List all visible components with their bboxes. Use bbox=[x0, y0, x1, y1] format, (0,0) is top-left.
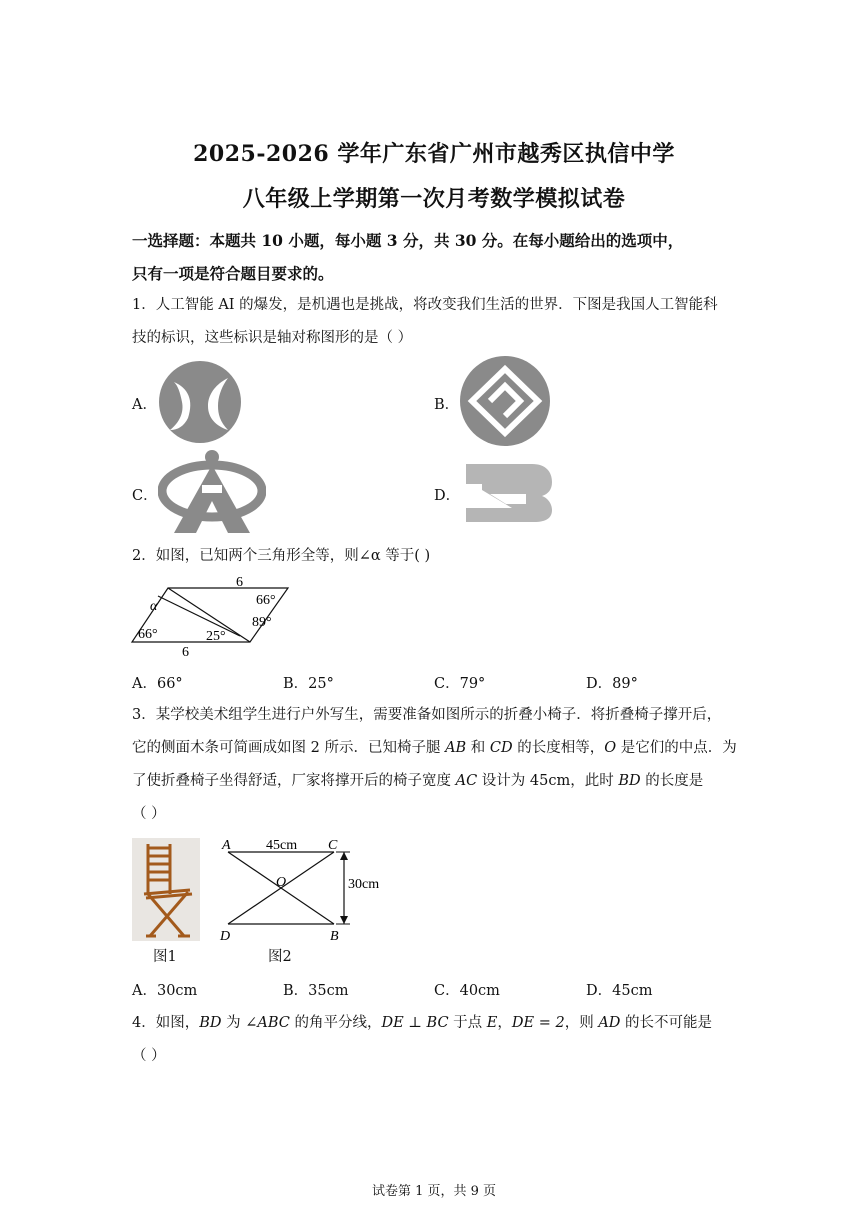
q4-text: 于点 bbox=[448, 1015, 487, 1031]
q3-arrowhead-top bbox=[340, 852, 348, 860]
q2-label-66-upper: 66° bbox=[256, 593, 276, 608]
q2-label-25: 25° bbox=[206, 629, 226, 644]
q3-var-ac: AC bbox=[455, 773, 478, 789]
q2-label-89: 89° bbox=[252, 615, 272, 630]
exam-title-line1: 2025-2026 学年广东省广州市越秀区执信中学 bbox=[193, 141, 675, 167]
q4-text: 的长不可能是 bbox=[620, 1015, 713, 1031]
q3-option-a: A．30cm bbox=[132, 983, 198, 999]
q1-logo-d bbox=[462, 460, 556, 524]
q3-text: 的长度相等， bbox=[512, 740, 605, 756]
section-header-line2: 只有一项是符合题目要求的。 bbox=[132, 264, 334, 283]
q3-stem-line2 bbox=[132, 738, 737, 758]
logo-c-letter-a bbox=[174, 465, 250, 533]
q2-label-66-lower: 66° bbox=[138, 627, 158, 642]
q4-de-expr: DE = 2 bbox=[511, 1015, 565, 1031]
q1-logo-c bbox=[158, 449, 266, 535]
section-header-line1: 一选择题：本题共 10 小题，每小题 3 分，共 30 分。在每小题给出的选项中， bbox=[132, 231, 684, 250]
q3-chair-photo bbox=[132, 838, 200, 941]
q2-diagonal-2 bbox=[158, 596, 240, 636]
q3-arrowhead-bottom bbox=[340, 916, 348, 924]
q3-var-bd: BD bbox=[618, 773, 641, 789]
q3-label-b: B bbox=[330, 929, 339, 944]
q4-text: 4．如图， bbox=[132, 1015, 200, 1031]
q2-label-bottom-6: 6 bbox=[182, 645, 189, 658]
q3-var-ab: AB bbox=[445, 740, 467, 756]
q2-label-alpha: α bbox=[150, 599, 158, 614]
q3-fig2-label: 图2 bbox=[268, 949, 292, 965]
q2-stem: 2．如图，已知两个三角形全等，则∠α 等于( ) bbox=[132, 548, 431, 564]
q3-var-cd: CD bbox=[489, 740, 513, 756]
logo-c-bar bbox=[202, 485, 222, 493]
q3-option-b: B．35cm bbox=[283, 983, 349, 999]
q3-stem-line4: （ ） bbox=[132, 806, 166, 822]
q3-option-d: D．45cm bbox=[586, 983, 653, 999]
q1-option-a-label: A． bbox=[132, 397, 157, 413]
q3-stem-line3 bbox=[132, 771, 703, 791]
q1-option-c-label: C． bbox=[132, 488, 158, 504]
q4-var-e: E bbox=[486, 1015, 498, 1031]
q1-option-b-label: B． bbox=[434, 397, 460, 413]
q4-text: 的角平分线， bbox=[289, 1015, 382, 1031]
q3-text: 的长度是 bbox=[640, 773, 704, 789]
q4-text: ， bbox=[497, 1015, 512, 1031]
q4-var-ad: AD bbox=[598, 1015, 621, 1031]
q4-stem-line2: （ ） bbox=[132, 1048, 166, 1064]
q2-option-c: C．79° bbox=[434, 676, 486, 692]
q4-perp-expr: DE ⊥ BC bbox=[381, 1015, 449, 1031]
logo-d-shape bbox=[466, 464, 552, 522]
q3-label-45cm: 45cm bbox=[266, 838, 298, 853]
q3-fig1-label: 图1 bbox=[153, 949, 177, 965]
q3-var-o: O bbox=[604, 740, 617, 756]
q2-option-d: D．89° bbox=[586, 676, 638, 692]
q2-option-b: B．25° bbox=[283, 676, 334, 692]
logo-a-disc bbox=[159, 361, 241, 443]
chair-icon bbox=[132, 838, 200, 941]
q3-stem-line1: 3．某学校美术组学生进行户外写生，需要准备如图所示的折叠小椅子．将折叠椅子撑开后， bbox=[132, 707, 722, 723]
q4-stem-line1 bbox=[132, 1013, 712, 1033]
q3-label-a: A bbox=[222, 838, 231, 853]
q3-label-o: O bbox=[276, 875, 287, 890]
q4-text: ，则 bbox=[564, 1015, 599, 1031]
q3-text: 设计为 45cm，此时 bbox=[477, 773, 619, 789]
q3-label-30cm: 30cm bbox=[348, 877, 380, 892]
q4-angle-abc: ∠ABC bbox=[245, 1015, 290, 1031]
q3-text: 和 bbox=[466, 740, 490, 756]
q3-text: 它的侧面木条可简画成如图 2 所示．已知椅子腿 bbox=[132, 740, 446, 756]
q3-option-c: C．40cm bbox=[434, 983, 500, 999]
q4-text: 为 bbox=[221, 1015, 246, 1031]
q3-label-d: D bbox=[220, 929, 231, 944]
q3-label-c: C bbox=[328, 838, 338, 853]
q4-var-bd: BD bbox=[199, 1015, 222, 1031]
q1-logo-b bbox=[458, 355, 552, 447]
q1-logo-a bbox=[158, 360, 242, 444]
q2-figure bbox=[128, 574, 298, 658]
logo-d-notch bbox=[490, 494, 526, 504]
q1-stem-line2: 技的标识，这些标识是轴对称图形的是（ ） bbox=[132, 330, 413, 346]
q2-option-a: A．66° bbox=[132, 676, 183, 692]
q1-stem-line1: 1．人工智能 AI 的爆发，是机遇也是挑战，将改变我们生活的世界．下图是我国人工智能科 bbox=[132, 297, 718, 313]
q3-text: 是它们的中点．为 bbox=[616, 740, 737, 756]
q3-text: 了使折叠椅子坐得舒适，厂家将撑开后的椅子宽度 bbox=[132, 773, 456, 789]
q2-label-top-6: 6 bbox=[236, 575, 243, 590]
q1-option-d-label: D． bbox=[434, 488, 461, 504]
page-footer: 试卷第 1 页，共 9 页 bbox=[371, 1184, 497, 1199]
q3-figure2 bbox=[214, 832, 394, 944]
exam-title-line2: 八年级上学期第一次月考数学模拟试卷 bbox=[242, 186, 626, 212]
